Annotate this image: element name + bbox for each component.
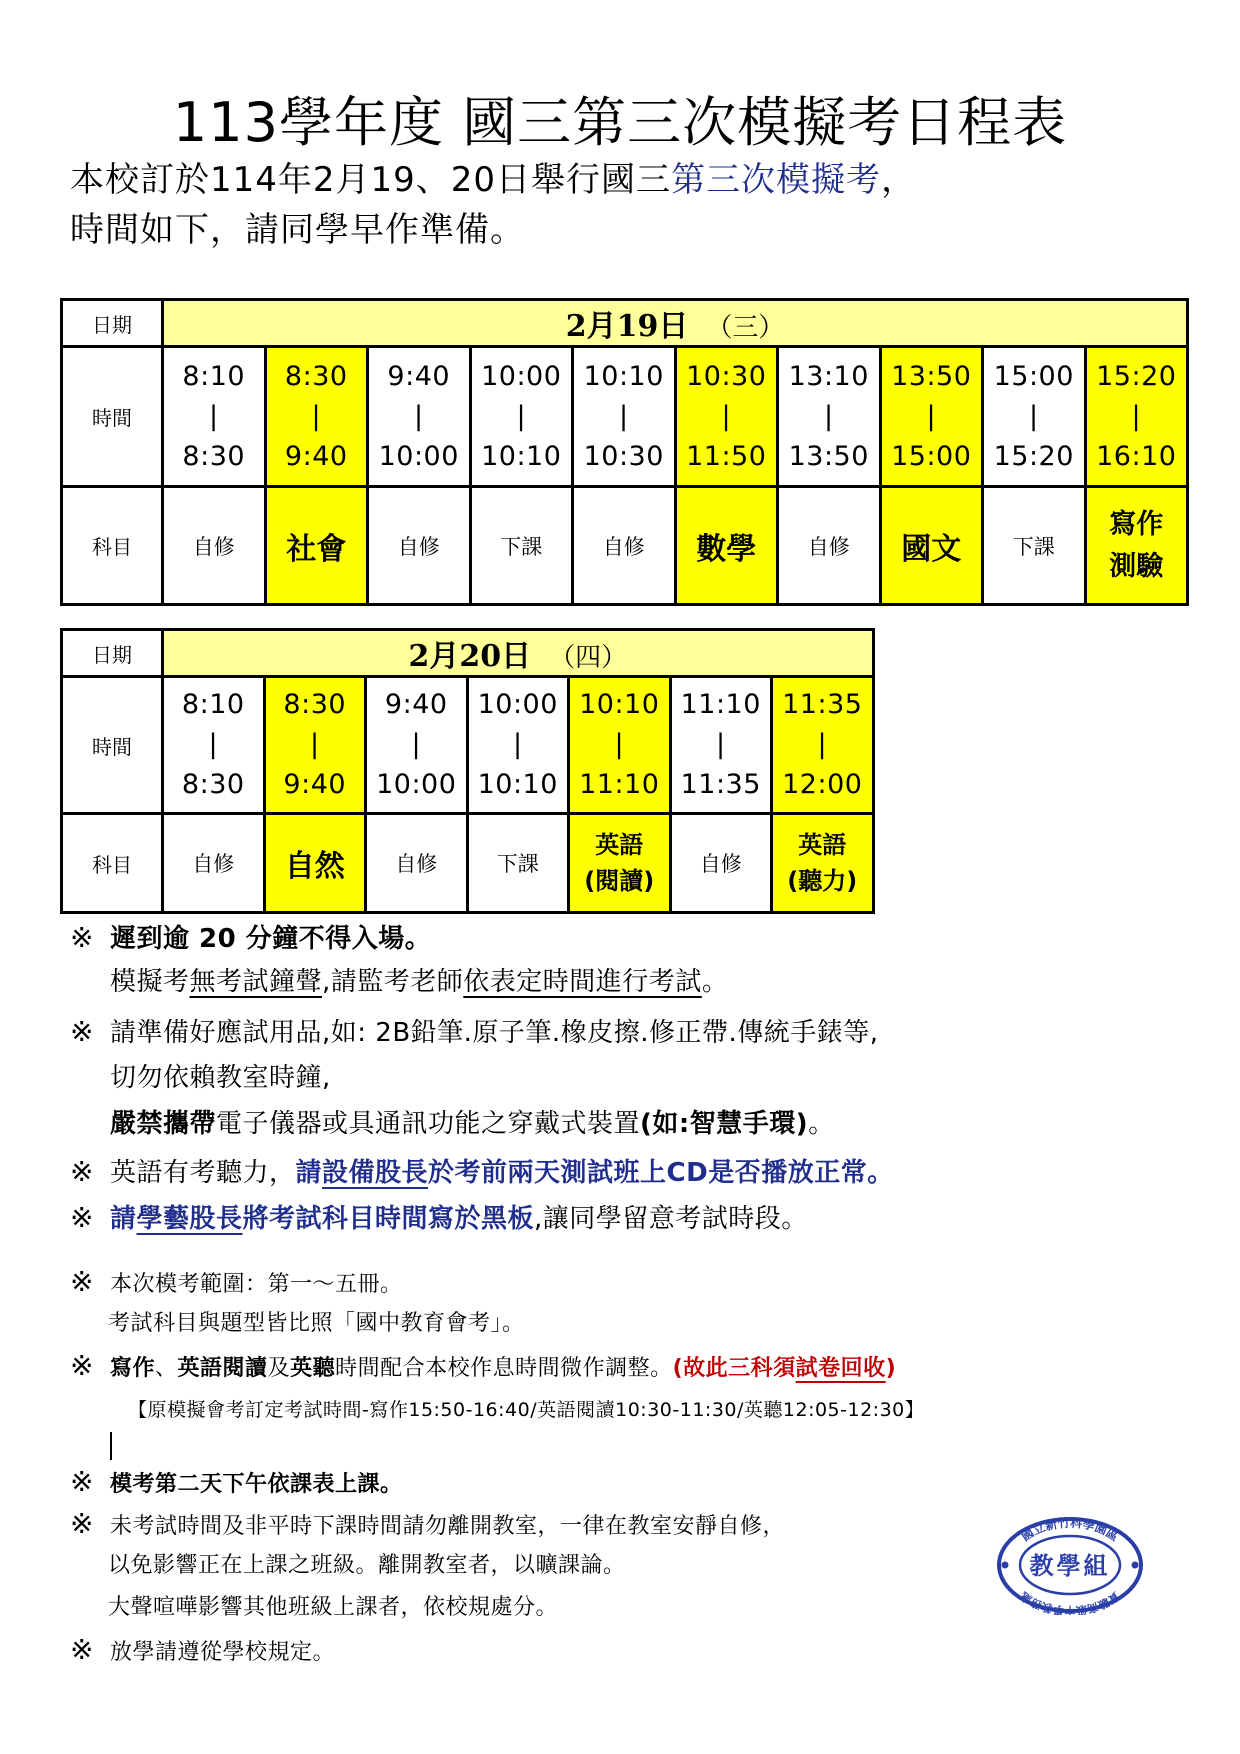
subject-name: 自修 xyxy=(192,852,235,876)
time-slot-cell xyxy=(264,677,366,814)
note-text: 。 xyxy=(701,967,729,997)
office-seal-stamp xyxy=(995,1515,1145,1615)
note-text: ,讓同學留意考試時段。 xyxy=(534,1204,808,1234)
slot-end-time: 11:10 xyxy=(579,769,660,800)
note-text: 、 xyxy=(155,1356,178,1381)
time-label: 時間 xyxy=(62,677,163,814)
day2-weekday: （四） xyxy=(549,643,628,673)
note-red: ) xyxy=(885,1356,897,1381)
slot-start-time: 8:10 xyxy=(181,689,245,720)
time-slot-cell xyxy=(772,677,874,814)
subject-name-line2: 測驗 xyxy=(1109,550,1164,582)
date-label: 日期 xyxy=(62,630,163,677)
note-absence: 以免影響正在上課之班級。離開教室者，以曠課論。 xyxy=(108,1553,626,1578)
subject-cell xyxy=(573,487,676,605)
note-scope xyxy=(70,1262,403,1305)
day1-date-header xyxy=(163,300,1188,347)
note-bold: 英聽 xyxy=(290,1356,336,1381)
slot-separator: | xyxy=(512,729,523,760)
subject-name: 寫作 xyxy=(1109,508,1164,540)
subject-name: 自然 xyxy=(284,849,345,884)
slot-end-time: 16:10 xyxy=(1096,440,1177,472)
note-text: ,請監考老師 xyxy=(322,967,464,997)
slot-separator: | xyxy=(516,400,527,432)
time-slot-cell xyxy=(569,677,671,814)
subject-cell xyxy=(983,487,1086,605)
subject-name: 自修 xyxy=(699,852,742,876)
time-slot-cell xyxy=(467,677,569,814)
subject-name: 英語 xyxy=(798,831,847,859)
time-slot-cell xyxy=(880,347,983,487)
slot-start-time: 10:10 xyxy=(579,689,660,720)
day2-date: 2月20日 xyxy=(408,639,532,674)
time-slot-cell xyxy=(1085,347,1188,487)
intro-punct: ， xyxy=(881,160,917,200)
time-slot-cell xyxy=(163,677,265,814)
intro-text: 本校訂於114年2月19、20日舉行國三 xyxy=(70,160,672,200)
subject-name: 自修 xyxy=(397,534,440,559)
note-mark: ※ xyxy=(70,1201,94,1234)
slot-end-time: 11:50 xyxy=(686,440,767,472)
slot-separator: | xyxy=(208,400,219,432)
time-slot-cell xyxy=(675,347,778,487)
subject-cell xyxy=(163,487,266,605)
note-text: 及 xyxy=(267,1356,291,1381)
note-text: 本次模考範圍：第一～五冊。 xyxy=(110,1272,403,1297)
schedule-table-day2 xyxy=(60,628,875,914)
subject-name: 自修 xyxy=(807,534,850,559)
time-slot-cell xyxy=(366,677,468,814)
subject-cell xyxy=(264,814,366,913)
subject-name: 社會 xyxy=(286,531,347,567)
note-text: 未考試時間及非平時下課時間請勿離開教室，一律在教室安靜自修， xyxy=(110,1514,786,1539)
slot-start-time: 15:00 xyxy=(993,360,1074,392)
note-red: (故此三科須 xyxy=(672,1356,796,1381)
slot-start-time: 8:30 xyxy=(283,689,347,720)
slot-separator: | xyxy=(926,400,937,432)
slot-start-time: 11:35 xyxy=(782,689,863,720)
slot-end-time: 15:20 xyxy=(993,440,1074,472)
note-blue-underlined: 設備股長 xyxy=(322,1158,429,1188)
subject-name-line2: (聽力) xyxy=(787,867,858,895)
slot-separator: | xyxy=(1131,400,1142,432)
slot-separator: | xyxy=(309,729,320,760)
subject-name: 英語 xyxy=(595,831,644,859)
slot-start-time: 11:10 xyxy=(680,689,761,720)
slot-start-time: 9:40 xyxy=(387,360,451,392)
slot-separator: | xyxy=(413,400,424,432)
note-dismissal xyxy=(70,1630,335,1673)
slot-end-time: 8:30 xyxy=(181,769,245,800)
slot-end-time: 10:10 xyxy=(481,440,562,472)
slot-separator: | xyxy=(817,729,828,760)
time-slot-cell xyxy=(163,347,266,487)
note-adjust xyxy=(70,1346,896,1389)
day1-weekday: （三） xyxy=(706,313,785,343)
note-original-times: 【原模擬會考訂定考試時間-寫作15:50-16:40/英語閱讀10:30-11:30/英聽12:05-12:30】 xyxy=(128,1399,925,1421)
note-mark: ※ xyxy=(70,1155,94,1188)
slot-start-time: 13:50 xyxy=(891,360,972,392)
slot-end-time: 11:35 xyxy=(680,769,761,800)
note-supplies xyxy=(70,1012,879,1053)
time-slot-cell xyxy=(573,347,676,487)
slot-separator: | xyxy=(311,400,322,432)
intro-line-2: 時間如下，請同學早作準備。 xyxy=(70,210,525,250)
slot-end-time: 9:40 xyxy=(283,769,347,800)
note-mark: ※ xyxy=(70,1265,94,1298)
subject-name: 自修 xyxy=(395,852,438,876)
note-text: 請準備好應試用品,如: 2B鉛筆.原子筆.橡皮擦.修正帶.傳統手錶等, xyxy=(110,1018,879,1048)
slot-start-time: 8:10 xyxy=(182,360,246,392)
subject-cell xyxy=(569,814,671,913)
slot-separator: | xyxy=(1028,400,1039,432)
subject-name: 自修 xyxy=(192,534,235,559)
slot-start-time: 10:00 xyxy=(481,360,562,392)
note-clock: 切勿依賴教室時鐘, xyxy=(110,1063,331,1093)
subject-cell xyxy=(467,814,569,913)
time-slot-cell xyxy=(265,347,368,487)
subject-cell xyxy=(1085,487,1188,605)
subject-label: 科目 xyxy=(62,814,163,913)
time-slot-cell xyxy=(670,677,772,814)
time-slot-cell xyxy=(470,347,573,487)
note-blue: 將考試科目時間寫於黑板 xyxy=(242,1204,535,1234)
note-devices xyxy=(110,1104,835,1144)
subject-cell xyxy=(163,814,265,913)
note-underlined: 依表定時間進行考試 xyxy=(463,967,702,997)
time-slot-cell xyxy=(983,347,1086,487)
slot-separator: | xyxy=(721,400,732,432)
slot-start-time: 9:40 xyxy=(384,689,448,720)
subject-name: 下課 xyxy=(1012,534,1055,559)
note-text: 模擬考 xyxy=(110,967,190,997)
schedule-table-day1 xyxy=(60,298,1189,606)
seal-ring-top: 國立新竹科學園區 xyxy=(1018,1515,1122,1544)
note-no-bell xyxy=(110,962,728,1002)
date-label: 日期 xyxy=(62,300,163,347)
note-underlined: 無考試鐘聲 xyxy=(189,967,323,997)
note-text: 英語有考聽力， xyxy=(110,1158,296,1188)
seal-ring-bottom: 實驗高級中學教務處 xyxy=(1018,1589,1122,1615)
slot-start-time: 15:20 xyxy=(1096,360,1177,392)
note-text: 放學請遵從學校規定。 xyxy=(110,1640,336,1665)
note-mark: ※ xyxy=(70,921,94,954)
note-bold: (如:智慧手環) xyxy=(640,1109,809,1139)
subject-cell xyxy=(470,487,573,605)
note-bold: 寫作 xyxy=(110,1356,156,1381)
note-text: 。 xyxy=(808,1109,835,1139)
slot-separator: | xyxy=(618,400,629,432)
subject-name: 數學 xyxy=(696,531,757,567)
subject-cell xyxy=(368,487,471,605)
note-second-day xyxy=(70,1462,403,1505)
subject-cell xyxy=(366,814,468,913)
slot-start-time: 13:10 xyxy=(788,360,869,392)
note-red-underlined: 試卷回收 xyxy=(795,1356,886,1381)
subject-name: 國文 xyxy=(901,531,962,567)
slot-end-time: 9:40 xyxy=(284,440,348,472)
note-blue: 於考前兩天測試班上CD是否播放正常。 xyxy=(428,1158,894,1188)
slot-separator: | xyxy=(715,729,726,760)
subject-cell xyxy=(772,814,874,913)
note-mark: ※ xyxy=(70,1349,94,1382)
slot-separator: | xyxy=(823,400,834,432)
intro-line-1 xyxy=(70,155,916,205)
seal-center-text: 教學組 xyxy=(1029,1552,1111,1580)
note-bold: 模考第二天下午依課表上課。 xyxy=(110,1472,403,1497)
subject-name: 下課 xyxy=(500,534,543,559)
subject-cell xyxy=(778,487,881,605)
note-noise: 大聲喧嘩影響其他班級上課者，依校規處分。 xyxy=(108,1595,559,1620)
subject-cell xyxy=(675,487,778,605)
time-slot-cell xyxy=(368,347,471,487)
slot-end-time: 8:30 xyxy=(182,440,246,472)
slot-end-time: 10:30 xyxy=(583,440,664,472)
slot-separator: | xyxy=(208,729,219,760)
note-text: 電子儀器或具通訊功能之穿戴式裝置 xyxy=(216,1109,641,1139)
slot-end-time: 10:10 xyxy=(477,769,558,800)
day1-date: 2月19日 xyxy=(565,309,689,344)
slot-end-time: 10:00 xyxy=(376,769,457,800)
subject-cell xyxy=(670,814,772,913)
time-label: 時間 xyxy=(62,347,163,487)
slot-start-time: 10:00 xyxy=(477,689,558,720)
note-text: 時間配合本校作息時間微作調整。 xyxy=(335,1356,673,1381)
time-slot-cell xyxy=(778,347,881,487)
intro-highlight: 第三次模擬考 xyxy=(671,160,882,200)
day2-date-header xyxy=(163,630,874,677)
note-blue-underlined: 學藝股長 xyxy=(136,1204,243,1234)
note-listening xyxy=(70,1152,894,1193)
subject-name-line2: (閱讀) xyxy=(584,867,655,895)
slot-start-time: 10:30 xyxy=(686,360,767,392)
note-blue: 請 xyxy=(295,1158,323,1188)
note-stay xyxy=(70,1504,785,1547)
note-text: 遲到逾 20 分鐘不得入場。 xyxy=(110,924,432,954)
note-blackboard xyxy=(70,1198,808,1239)
subject-cell xyxy=(880,487,983,605)
note-late xyxy=(70,918,431,959)
slot-start-time: 10:10 xyxy=(583,360,664,392)
subject-label: 科目 xyxy=(62,487,163,605)
slot-separator: | xyxy=(411,729,422,760)
subject-cell xyxy=(265,487,368,605)
note-mark: ※ xyxy=(70,1015,94,1048)
note-mark: ※ xyxy=(70,1633,94,1666)
seal-dot-right xyxy=(1132,1562,1139,1569)
text-cursor-mark xyxy=(110,1432,112,1460)
note-blue: 請 xyxy=(110,1204,137,1234)
note-format: 考試科目與題型皆比照「國中教育會考」。 xyxy=(108,1311,525,1336)
slot-end-time: 12:00 xyxy=(782,769,863,800)
slot-end-time: 10:00 xyxy=(378,440,459,472)
subject-name: 自修 xyxy=(602,534,645,559)
slot-start-time: 8:30 xyxy=(284,360,348,392)
slot-end-time: 13:50 xyxy=(788,440,869,472)
note-mark: ※ xyxy=(70,1507,94,1540)
note-mark: ※ xyxy=(70,1465,94,1498)
slot-end-time: 15:00 xyxy=(891,440,972,472)
subject-name: 下課 xyxy=(496,852,539,876)
seal-dot-left xyxy=(1002,1562,1009,1569)
slot-separator: | xyxy=(614,729,625,760)
note-bold: 英語閱讀 xyxy=(177,1356,268,1381)
page-title: 113學年度 國三第三次模擬考日程表 xyxy=(172,91,1068,154)
note-bold: 嚴禁攜帶 xyxy=(110,1109,217,1139)
